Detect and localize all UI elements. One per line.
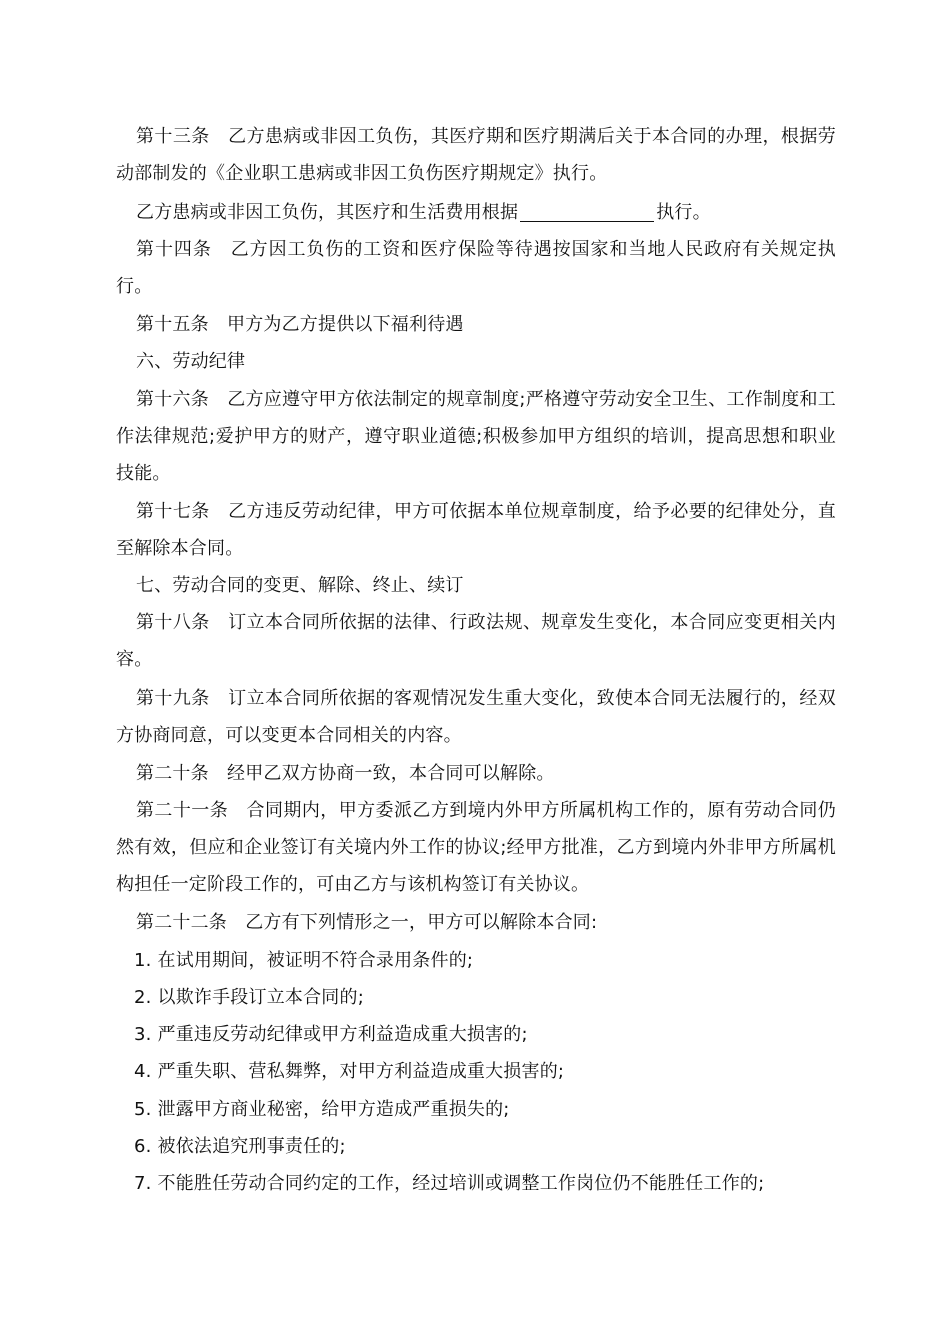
clause-13: 第十三条 乙方患病或非因工负伤，其医疗期和医疗期满后关于本合同的办理，根据劳动部制发的《企业职工患病或非因工负伤医疗期规定》执行。 — [116, 126, 836, 184]
clause-13-expenses-end: 执行。 — [656, 202, 711, 223]
clause-19: 第十九条 订立本合同所依据的客观情况发生重大变化，致使本合同无法履行的，经双方协商同意，可以变更本合同相关的内容。 — [116, 688, 836, 746]
clause-13-expenses-text: 乙方患病或非因工负伤，其医疗和生活费用根据 — [136, 202, 519, 223]
clause-22: 第二十二条 乙方有下列情形之一，甲方可以解除本合同: — [136, 912, 598, 933]
list-item: 4. 严重失职、营私舞弊，对甲方利益造成重大损害的; — [134, 1061, 565, 1082]
clause-14: 第十四条 乙方因工负伤的工资和医疗保险等待遇按国家和当地人民政府有关规定执行。 — [116, 239, 836, 297]
list-item: 6. 被依法追究刑事责任的; — [134, 1136, 346, 1157]
fill-in-blank[interactable] — [520, 199, 654, 222]
clause-18: 第十八条 订立本合同所依据的法律、行政法规、规章发生变化，本合同应变更相关内容。 — [116, 612, 836, 670]
list-item: 2. 以欺诈手段订立本合同的; — [134, 987, 364, 1008]
clause-21: 第二十一条 合同期内，甲方委派乙方到境内外甲方所属机构工作的，原有劳动合同仍然有效，但应和企业签订有关境内外工作的协议;经甲方批准，乙方到境内外非甲方所属机构担任一定阶段工作的，可由乙方与该机构签订有关协议。 — [116, 800, 836, 895]
clause-13-expenses — [116, 194, 836, 231]
list-item: 5. 泄露甲方商业秘密，给甲方造成严重损失的; — [134, 1099, 510, 1120]
clause-17: 第十七条 乙方违反劳动纪律，甲方可依据本单位规章制度，给予必要的纪律处分，直至解除本合同。 — [116, 501, 836, 559]
clause-16: 第十六条 乙方应遵守甲方依法制定的规章制度;严格遵守劳动安全卫生、工作制度和工作法律规范;爱护甲方的财产，遵守职业道德;积极参加甲方组织的培训，提高思想和职业技能。 — [116, 389, 836, 484]
section-heading-contract-changes: 七、劳动合同的变更、解除、终止、续订 — [136, 575, 464, 596]
section-heading-discipline: 六、劳动纪律 — [136, 351, 246, 372]
clause-20: 第二十条 经甲乙双方协商一致，本合同可以解除。 — [136, 763, 555, 784]
list-item: 7. 不能胜任劳动合同约定的工作，经过培训或调整工作岗位仍不能胜任工作的; — [134, 1173, 765, 1194]
list-item: 3. 严重违反劳动纪律或甲方利益造成重大损害的; — [134, 1024, 528, 1045]
clause-15: 第十五条 甲方为乙方提供以下福利待遇 — [136, 314, 464, 335]
list-item: 1. 在试用期间，被证明不符合录用条件的; — [134, 950, 474, 971]
